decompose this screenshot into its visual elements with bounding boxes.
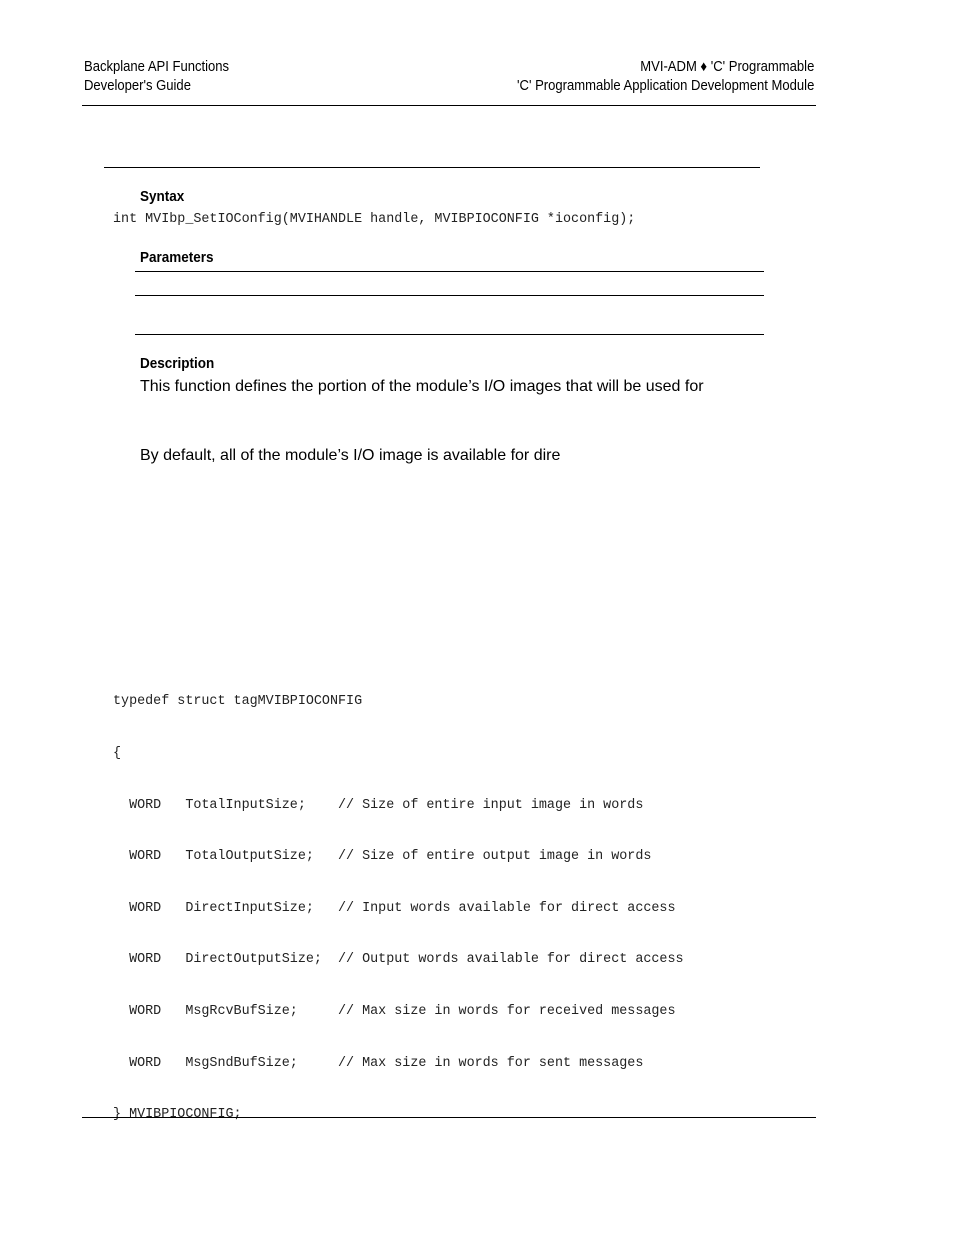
header-right	[517, 58, 814, 96]
footer-rule	[82, 1117, 816, 1118]
description-paragraph-2: By default, all of the module’s I/O image is available for dire	[140, 447, 561, 464]
parameters-table-rule-top	[135, 271, 764, 272]
syntax-code: int MVIbp_SetIOConfig(MVIHANDLE handle, MVIBPIOCONFIG *ioconfig);	[113, 212, 636, 227]
header-doc-type: Developer's Guide	[84, 78, 191, 94]
parameters-table-rule-bottom	[135, 334, 764, 335]
syntax-heading: Syntax	[140, 188, 185, 205]
code-line: WORD MsgRcvBufSize; // Max size in words for received messages	[113, 1004, 676, 1020]
header-doc-section: Backplane API Functions	[84, 59, 230, 75]
code-line: } MVIBPIOCONFIG;	[113, 1107, 242, 1123]
code-line: WORD TotalOutputSize; // Size of entire output image in words	[113, 849, 652, 865]
code-line: WORD TotalInputSize; // Size of entire input image in words	[113, 797, 644, 813]
parameters-table-rule-mid	[135, 295, 764, 296]
header-rule	[82, 105, 816, 106]
code-line: typedef struct tagMVIBPIOCONFIG	[113, 694, 363, 710]
code-line: WORD DirectOutputSize; // Output words available for direct access	[113, 952, 684, 968]
header-left	[84, 58, 229, 96]
parameters-heading: Parameters	[140, 249, 214, 266]
description-paragraph-1: This function defines the portion of the module’s I/O images that will be used for	[140, 378, 704, 395]
code-line: {	[113, 746, 122, 762]
header-product: MVI-ADM ♦ 'C' Programmable	[639, 59, 814, 75]
code-line: WORD DirectInputSize; // Input words available for direct access	[113, 900, 676, 916]
function-title-rule	[104, 167, 760, 168]
struct-code-block	[113, 659, 684, 1141]
description-heading: Description	[140, 355, 215, 372]
header-product-desc: 'C' Programmable Application Development Module	[516, 78, 814, 94]
code-line: WORD MsgSndBufSize; // Max size in words for sent messages	[113, 1055, 644, 1071]
